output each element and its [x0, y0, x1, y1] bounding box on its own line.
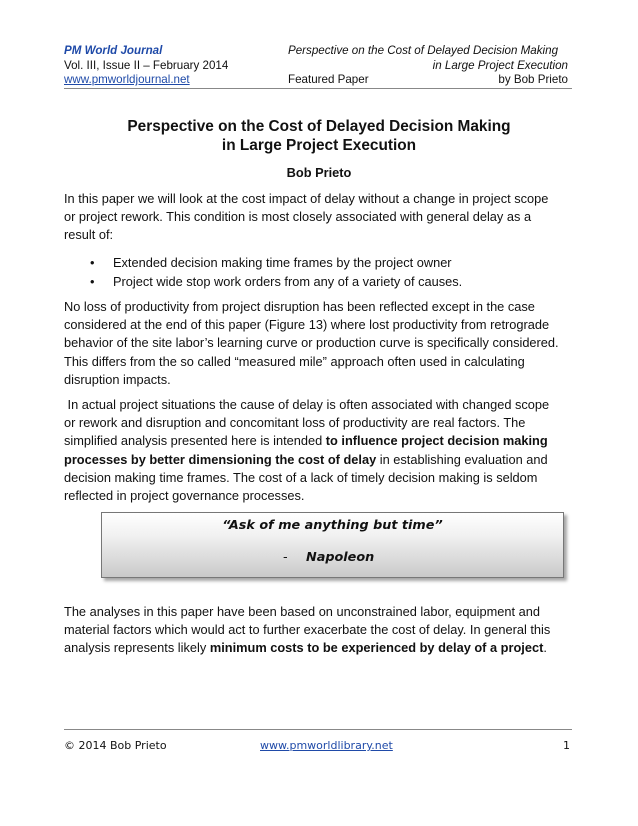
paragraph-line: behavior of the site labor’s learning curve or production curve is specifically considered.: [64, 335, 559, 351]
article-author: Bob Prieto: [286, 165, 352, 180]
header-divider: [64, 88, 572, 89]
header-paper-title-line2: in Large Project Execution: [432, 58, 568, 72]
emphasis-text: processes by better dimensioning the cost of delay: [64, 451, 377, 467]
emphasis-text: minimum costs to be experienced by delay of a project: [209, 640, 544, 656]
paragraph-analyses: [64, 603, 576, 658]
paragraph-line: material factors which would act to further exacerbate the cost of delay. In general this: [64, 622, 551, 638]
plain-text: .: [543, 640, 547, 656]
paragraph-line: or rework and disruption and concomitant loss of productivity are real factors. The: [64, 415, 526, 431]
paragraph-line: reflected in project governance processes.: [64, 488, 305, 504]
article-title-line2: in Large Project Execution: [221, 136, 417, 154]
bullet-item: [64, 254, 576, 273]
article-title-line1: Perspective on the Cost of Delayed Decision Making: [127, 118, 511, 135]
bullet-list: [64, 254, 576, 291]
bullet-text: Project wide stop work orders from any of a variety of causes.: [113, 273, 463, 289]
footer-copyright: © 2014 Bob Prieto: [64, 739, 167, 752]
plain-text: in establishing evaluation and: [376, 451, 548, 467]
article-title: [64, 118, 574, 155]
intro-paragraph: [64, 190, 576, 245]
journal-website-link[interactable]: www.pmworldjournal.net: [64, 73, 190, 86]
page-header: [64, 44, 574, 88]
page-footer: [64, 739, 574, 755]
paragraph-line: This differs from the so called “measured mile” approach often used in calculating: [64, 353, 525, 369]
emphasis-text: to influence project decision making: [325, 433, 548, 449]
issue-info: Vol. III, Issue II – February 2014: [64, 58, 229, 72]
quote-box: [101, 512, 564, 578]
quote-text: “Ask of me anything but time”: [222, 518, 443, 533]
paragraph-line: In actual project situations the cause of delay is often associated with changed scope: [64, 397, 550, 412]
library-link[interactable]: www.pmworldlibrary.net: [260, 739, 393, 752]
quote-attribution: Napoleon: [306, 550, 375, 565]
plain-text: analysis represents likely: [64, 640, 210, 656]
journal-name: PM World Journal: [64, 44, 163, 57]
intro-line: or project rework. This condition is most closely associated with general delay as a: [64, 209, 532, 225]
paragraph-line: considered at the end of this paper (Figure 13) where lost productivity from retrograde: [64, 317, 550, 333]
page-number: 1: [563, 739, 570, 752]
paragraph-line: [64, 432, 576, 450]
header-paper-title-line1: Perspective on the Cost of Delayed Decision Making: [288, 44, 559, 57]
paragraph-line: [64, 639, 576, 657]
bullet-item: [64, 273, 576, 292]
intro-line: result of:: [64, 227, 114, 243]
paragraph-productivity: [64, 298, 576, 389]
intro-line: In this paper we will look at the cost impact of delay without a change in project scope: [64, 191, 549, 206]
quote-dash: -: [283, 550, 288, 565]
paragraph-line: decision making time frames. The cost of a lack of timely decision making is seldom: [64, 469, 538, 485]
footer-divider: [64, 729, 572, 730]
bullet-text: Extended decision making time frames by the project owner: [113, 255, 452, 270]
paragraph-line: The analyses in this paper have been based on unconstrained labor, equipment and: [64, 604, 540, 619]
paper-type: Featured Paper: [288, 73, 369, 86]
paragraph-line: [64, 451, 576, 469]
paragraph-line: disruption impacts.: [64, 371, 171, 387]
paragraph-actual-situations: [64, 396, 576, 505]
header-byline: by Bob Prieto: [498, 73, 568, 86]
paragraph-line: No loss of productivity from project disruption has been reflected except in the case: [64, 299, 535, 314]
plain-text: simplified analysis presented here is intended: [64, 433, 326, 449]
bullet-icon: •: [90, 273, 95, 289]
bullet-icon: •: [90, 255, 95, 270]
